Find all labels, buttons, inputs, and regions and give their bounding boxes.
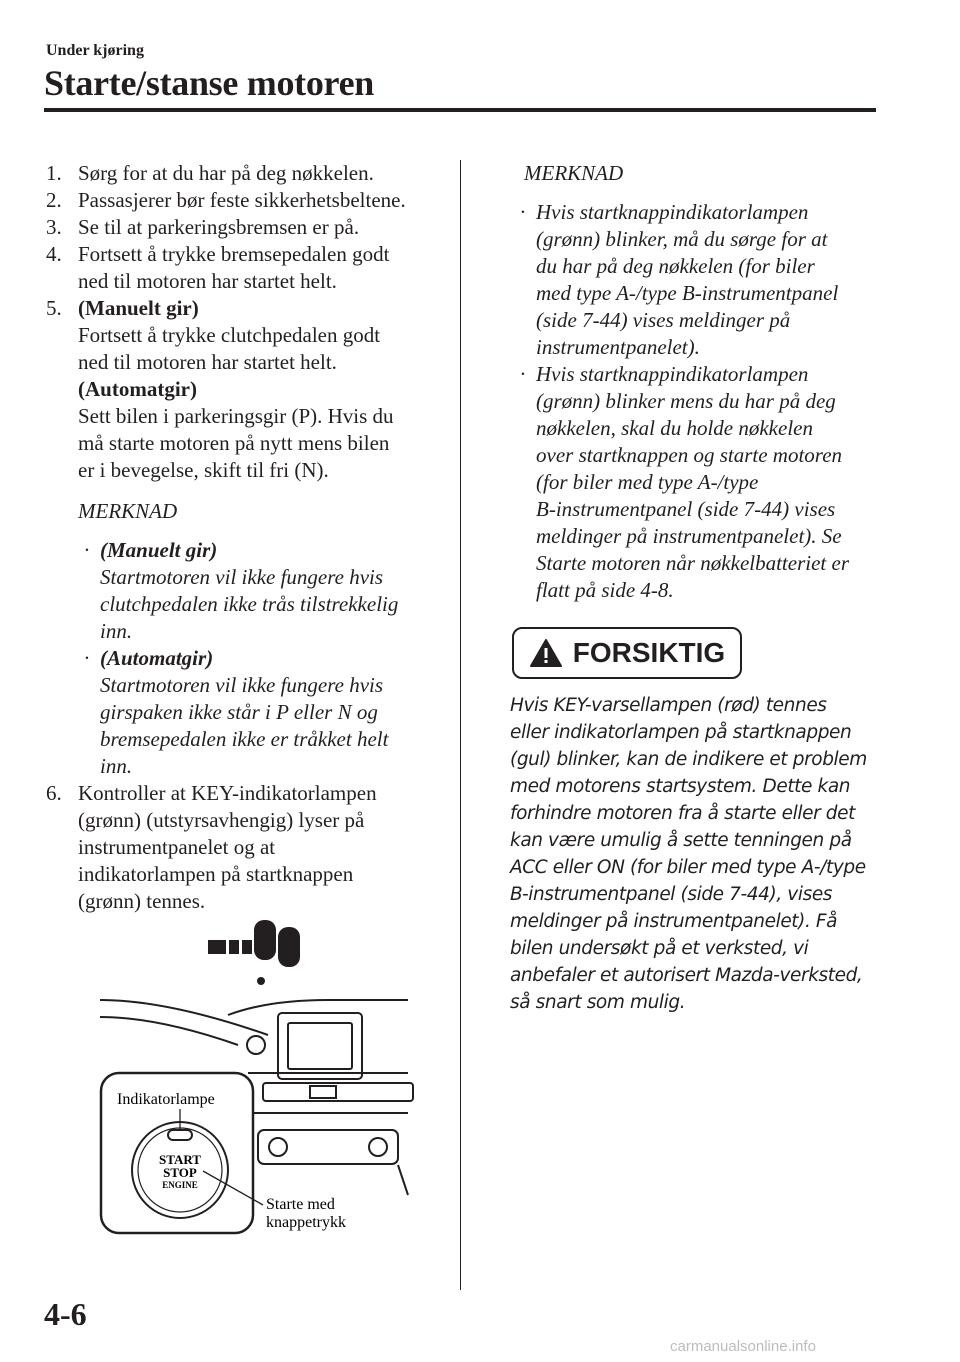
caution-line: forhindre motoren fra å starte eller det xyxy=(510,803,855,824)
note-heading: (Manuelt gir) xyxy=(100,538,218,562)
note-text: Hvis startknappindikatorlampen xyxy=(536,200,809,224)
bullet-dot-icon: · xyxy=(84,646,90,670)
button-start-text: START xyxy=(159,1152,201,1167)
start-button-illustration xyxy=(98,905,420,1235)
note-item xyxy=(514,199,880,361)
caution-line: så snart som mulig. xyxy=(510,992,686,1013)
caution-box xyxy=(512,627,742,679)
caution-line: bilen undersøkt på et verksted, vi xyxy=(510,938,809,959)
button-stop-text: STOP xyxy=(163,1165,197,1180)
caution-line: kan være umulig å sette tenningen på xyxy=(510,830,852,851)
note-text: flatt på side 4-8. xyxy=(536,578,674,602)
warning-triangle-icon xyxy=(529,638,563,668)
note-text: Startmotoren vil ikke fungere hvis xyxy=(100,565,384,589)
step-text: ned til motoren har startet helt. xyxy=(78,350,337,374)
bullet-dot-icon: · xyxy=(84,538,90,562)
step-text: er i bevegelse, skift til fri (N). xyxy=(78,458,329,482)
note-heading: (Automatgir) xyxy=(100,646,214,670)
step-3 xyxy=(46,214,446,241)
note-text: nøkkelen, skal du holde nøkkelen xyxy=(536,416,813,440)
caution-line: B-instrumentpanel (side 7-44), vises xyxy=(510,884,833,905)
caution-line: ACC eller ON (for biler med type A-/type xyxy=(510,857,866,878)
step-text: Sett bilen i parkeringsgir (P). Hvis du xyxy=(78,404,394,428)
button-engine-text: ENGINE xyxy=(162,1180,198,1190)
note-text: (grønn) blinker, må du sørge for at xyxy=(536,227,828,251)
step-text: indikatorlampen på startknappen xyxy=(78,862,354,886)
note-text: girspaken ikke står i P eller N og xyxy=(100,700,378,724)
label-indicator: Indikatorlampe xyxy=(117,1091,215,1108)
note-text: instrumentpanelet). xyxy=(536,335,700,359)
step-number: 5. xyxy=(46,296,62,320)
watermark: carmanualsonline.info xyxy=(670,1338,816,1355)
step-1 xyxy=(46,160,446,187)
step-number: 6. xyxy=(46,781,62,805)
note-text: bremsepedalen ikke er tråkket helt xyxy=(100,727,389,751)
step-number: 1. xyxy=(46,161,62,185)
note-item xyxy=(514,361,880,604)
step-6 xyxy=(46,780,446,915)
step-text: må starte motoren på nytt mens bilen xyxy=(78,431,390,455)
bullet-dot-icon: · xyxy=(520,200,526,224)
label-push-start-1: Starte med xyxy=(266,1196,335,1213)
step-text: (grønn) tennes. xyxy=(78,889,206,913)
title-rule xyxy=(44,108,876,112)
caution-line: med motorens startsystem. Dette kan xyxy=(510,776,851,797)
note-text: clutchpedalen ikke trås tilstrekkelig xyxy=(100,592,399,616)
step-heading-auto: (Automatgir) xyxy=(78,377,197,401)
bullet-dot-icon: · xyxy=(520,362,526,386)
caution-line: (gul) blinker, kan de indikere et problem xyxy=(510,749,867,770)
note-text: (side 7-44) vises meldinger på xyxy=(536,308,791,332)
note-text: inn. xyxy=(100,619,133,643)
note-text: Starte motoren når nøkkelbatteriet er xyxy=(536,551,849,575)
note-text: Hvis startknappindikatorlampen xyxy=(536,362,809,386)
left-column xyxy=(46,160,446,915)
step-heading-manual: (Manuelt gir) xyxy=(78,296,199,320)
note-text: inn. xyxy=(100,754,133,778)
note-text: (grønn) blinker mens du har på deg xyxy=(536,389,836,413)
note-title: MERKNAD xyxy=(524,161,624,185)
caution-label: FORSIKTIG xyxy=(572,637,726,668)
step-text: (grønn) (utstyrsavhengig) lyser på xyxy=(78,808,365,832)
step-4 xyxy=(46,241,446,295)
step-text: Se til at parkeringsbremsen er på. xyxy=(78,215,360,239)
note-text: (for biler med type A-/type xyxy=(536,470,759,494)
note-text: Startmotoren vil ikke fungere hvis xyxy=(100,673,384,697)
step-text: Sørg for at du har på deg nøkkelen. xyxy=(78,161,374,185)
caution-line: eller indikatorlampen på startknappen xyxy=(510,722,852,743)
step-text: ned til motoren har startet helt. xyxy=(78,269,337,293)
step-text: Kontroller at KEY-indikatorlampen xyxy=(78,781,377,805)
section-label: Under kjøring xyxy=(46,42,144,59)
caution-line: anbefaler et autorisert Mazda-verksted, xyxy=(510,965,863,986)
label-push-start-2: knappetrykk xyxy=(266,1214,346,1231)
step-text: Passasjerer bør feste sikkerhetsbeltene. xyxy=(78,188,406,212)
step-number: 3. xyxy=(46,215,62,239)
start-button-callout xyxy=(101,1073,263,1233)
caution-line: Hvis KEY-varsellampen (rød) tennes xyxy=(510,695,827,716)
note-item xyxy=(78,645,446,780)
step-text: instrumentpanelet og at xyxy=(78,835,276,859)
page-title: Starte/stanse motoren xyxy=(44,63,374,103)
key-warning-icon xyxy=(208,920,300,985)
right-column xyxy=(508,160,880,604)
caution-line: meldinger på instrumentpanelet). Få xyxy=(510,911,838,932)
page-number: 4-6 xyxy=(44,1296,87,1332)
note-text: med type A-/type B-instrumentpanel xyxy=(536,281,839,305)
note-text: over startknappen og starte motoren xyxy=(536,443,843,467)
note-text: meldinger på instrumentpanelet). Se xyxy=(536,524,842,548)
step-number: 4. xyxy=(46,242,62,266)
column-divider xyxy=(460,160,461,1290)
note-text: B-instrumentpanel (side 7-44) vises xyxy=(536,497,836,521)
step-text: Fortsett å trykke clutchpedalen godt xyxy=(78,323,381,347)
note-item xyxy=(78,537,446,645)
note-title: MERKNAD xyxy=(78,499,178,523)
step-text: Fortsett å trykke bremsepedalen godt xyxy=(78,242,390,266)
step-number: 2. xyxy=(46,188,62,212)
caution-text xyxy=(510,692,882,1016)
note-text: du har på deg nøkkelen (for biler xyxy=(536,254,815,278)
step-5 xyxy=(46,295,446,484)
step-2 xyxy=(46,187,446,214)
